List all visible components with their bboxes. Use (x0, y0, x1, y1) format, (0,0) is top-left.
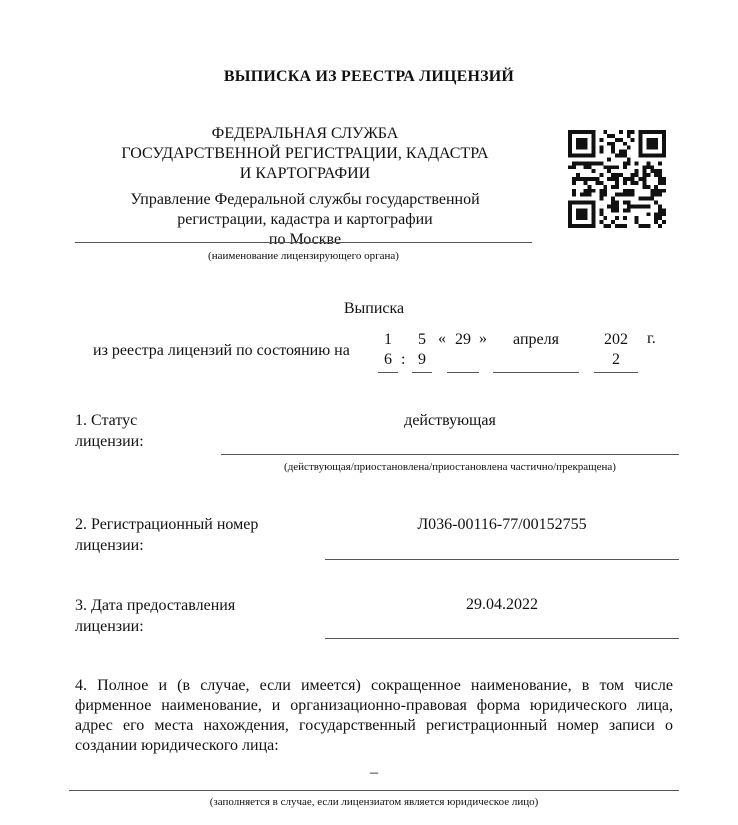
section4-value: – (370, 764, 378, 781)
month-underline (493, 372, 579, 373)
office-line: по Москве (268, 231, 342, 248)
year-bottom: 2 (612, 351, 620, 368)
time-separator: : (401, 351, 406, 368)
year-top: 202 (604, 331, 628, 348)
agency-line: ГОСУДАРСТВЕННОЙ РЕГИСТРАЦИИ, КАДАСТРА (121, 145, 489, 162)
status-underline (221, 454, 679, 455)
month-value: апреля (513, 331, 559, 348)
status-label-line2: лицензии: (75, 433, 144, 450)
year-suffix: г. (647, 330, 656, 347)
office-caption: (наименование лицензирующего органа) (208, 250, 399, 262)
agency-name (90, 124, 520, 184)
grant-date-label-line1: 3. Дата предоставления (75, 597, 236, 614)
reg-number-value: Л036-00116-77/00152755 (417, 516, 587, 533)
agency-line: И КАРТОГРАФИИ (239, 165, 371, 182)
extract-heading: Выписка (343, 300, 405, 317)
status-caption: (действующая/приостановлена/приостановлена частично/прекращена) (284, 461, 616, 473)
office-line: Управление Федеральной службы государственной (130, 191, 480, 208)
minute-underline (412, 372, 432, 373)
reg-number-label-line1: 2. Регистрационный номер (75, 516, 259, 533)
minute-bottom: 9 (418, 351, 426, 368)
minute-field (412, 330, 432, 370)
section4-text: 4. Полное и (в случае, если имеется) сокращенное наименование, в том числе фирменное наименование, и организационно-правовая форма юридического лица, адрес его места нахождения, государственный регистрационный номер записи о создании юридического лица: (75, 677, 673, 754)
reg-number-label (75, 514, 258, 556)
quote-close: » (479, 330, 487, 347)
status-label (75, 410, 144, 452)
grant-date-label-line2: лицензии: (75, 618, 144, 635)
day-value: 29 (455, 331, 471, 348)
year-underline (594, 372, 638, 373)
hour-underline (378, 372, 398, 373)
office-underline (75, 242, 532, 243)
reg-number-label-line2: лицензии: (75, 537, 144, 554)
hour-field (378, 330, 398, 370)
quote-open: « (438, 330, 446, 347)
document-title: ВЫПИСКА ИЗ РЕЕСТРА ЛИЦЕНЗИЙ (223, 68, 515, 85)
day-underline (447, 372, 479, 373)
agency-line: ФЕДЕРАЛЬНАЯ СЛУЖБА (211, 125, 399, 142)
qr-code-icon (568, 130, 666, 228)
grant-date-value: 29.04.2022 (466, 596, 538, 613)
status-value: действующая (404, 412, 496, 429)
state-label: из реестра лицензий по состоянию на (93, 342, 350, 359)
reg-number-underline (325, 559, 679, 560)
office-line: регистрации, кадастра и картографии (177, 211, 433, 228)
year-field (594, 330, 638, 370)
grant-date-label (75, 595, 235, 637)
section4-caption: (заполняется в случае, если лицензиатом является юридическое лицо) (209, 796, 539, 808)
hour-bottom: 6 (384, 351, 392, 368)
minute-top: 5 (418, 331, 426, 348)
hour-top: 1 (384, 331, 392, 348)
licensing-office (90, 190, 520, 250)
grant-date-underline (325, 638, 679, 639)
section4-underline (69, 790, 679, 791)
status-label-line1: 1. Статус (75, 412, 138, 429)
